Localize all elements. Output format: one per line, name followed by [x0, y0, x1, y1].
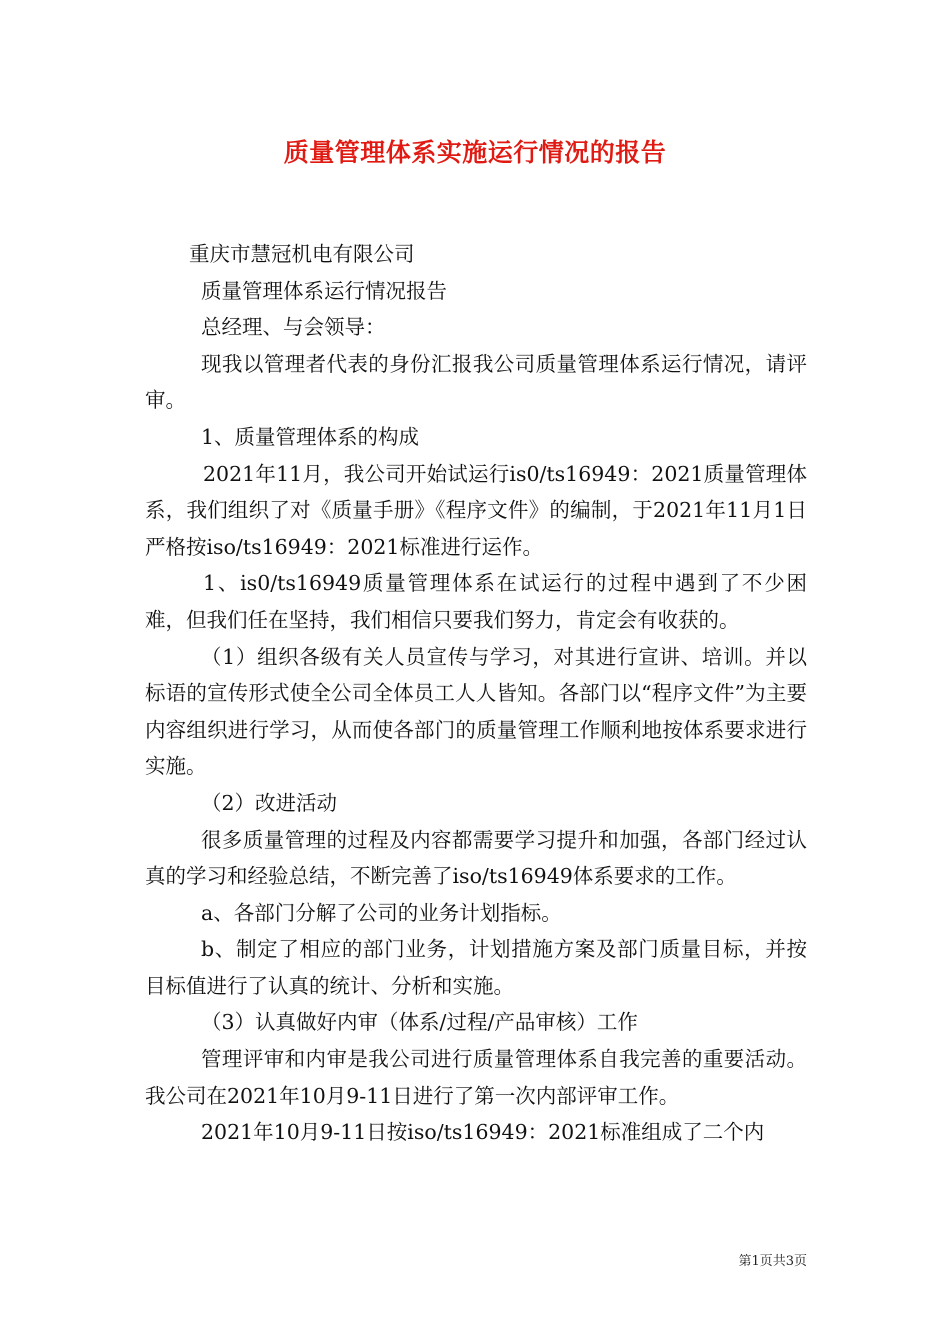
body-paragraph: 现我以管理者代表的身份汇报我公司质量管理体系运行情况，请评审。 — [145, 351, 807, 413]
body-paragraph: 2021年11月，我公司开始试运行is0/ts16949：2021质量管理体系，我们组织了对《质量手册》《程序文件》的编制，于2021年11月1日严格按iso/ts16949：2021标准进行运作。 — [145, 461, 807, 559]
body-paragraph: （3）认真做好内审（体系/过程/产品审核）工作 — [201, 1010, 638, 1035]
body-paragraph: （2）改进活动 — [201, 790, 338, 815]
body-paragraph: 重庆市慧冠机电有限公司 — [189, 242, 415, 266]
body-paragraph: 2021年10月9-11日按iso/ts16949：2021标准组成了二个内 — [201, 1120, 765, 1145]
body-paragraph: 质量管理体系运行情况报告 — [201, 278, 447, 303]
document-title: 质量管理体系实施运行情况的报告 — [283, 138, 667, 167]
page-number: 第1页共3页 — [738, 1254, 807, 1269]
body-paragraph: 总经理、与会领导： — [201, 315, 386, 340]
body-paragraph: a、各部门分解了公司的业务计划指标。 — [201, 900, 562, 925]
body-paragraph: 1、is0/ts16949质量管理体系在试运行的过程中遇到了不少困难，但我们任在坚持，我们相信只要我们努力，肯定会有收获的。 — [145, 571, 807, 632]
body-paragraph: 管理评审和内审是我公司进行质量管理体系自我完善的重要活动。我公司在2021年10月9-11日进行了第一次内部评审工作。 — [145, 1047, 807, 1108]
body-paragraph: b、制定了相应的部门业务，计划措施方案及部门质量目标，并按目标值进行了认真的统计、分析和实施。 — [145, 937, 807, 998]
document-body — [145, 236, 807, 1151]
body-paragraph: 很多质量管理的过程及内容都需要学习提升和加强，各部门经过认真的学习和经验总结，不断完善了iso/ts16949体系要求的工作。 — [145, 827, 807, 889]
body-paragraph: （1）组织各级有关人员宣传与学习，对其进行宣讲、培训。并以标语的宣传形式使全公司全体员工人人皆知。各部门以“程序文件”为主要内容组织进行学习，从而使各部门的质量管理工作顺利地按体系要求进行实施。 — [145, 644, 807, 779]
body-paragraph: 1、质量管理体系的构成 — [201, 424, 420, 449]
